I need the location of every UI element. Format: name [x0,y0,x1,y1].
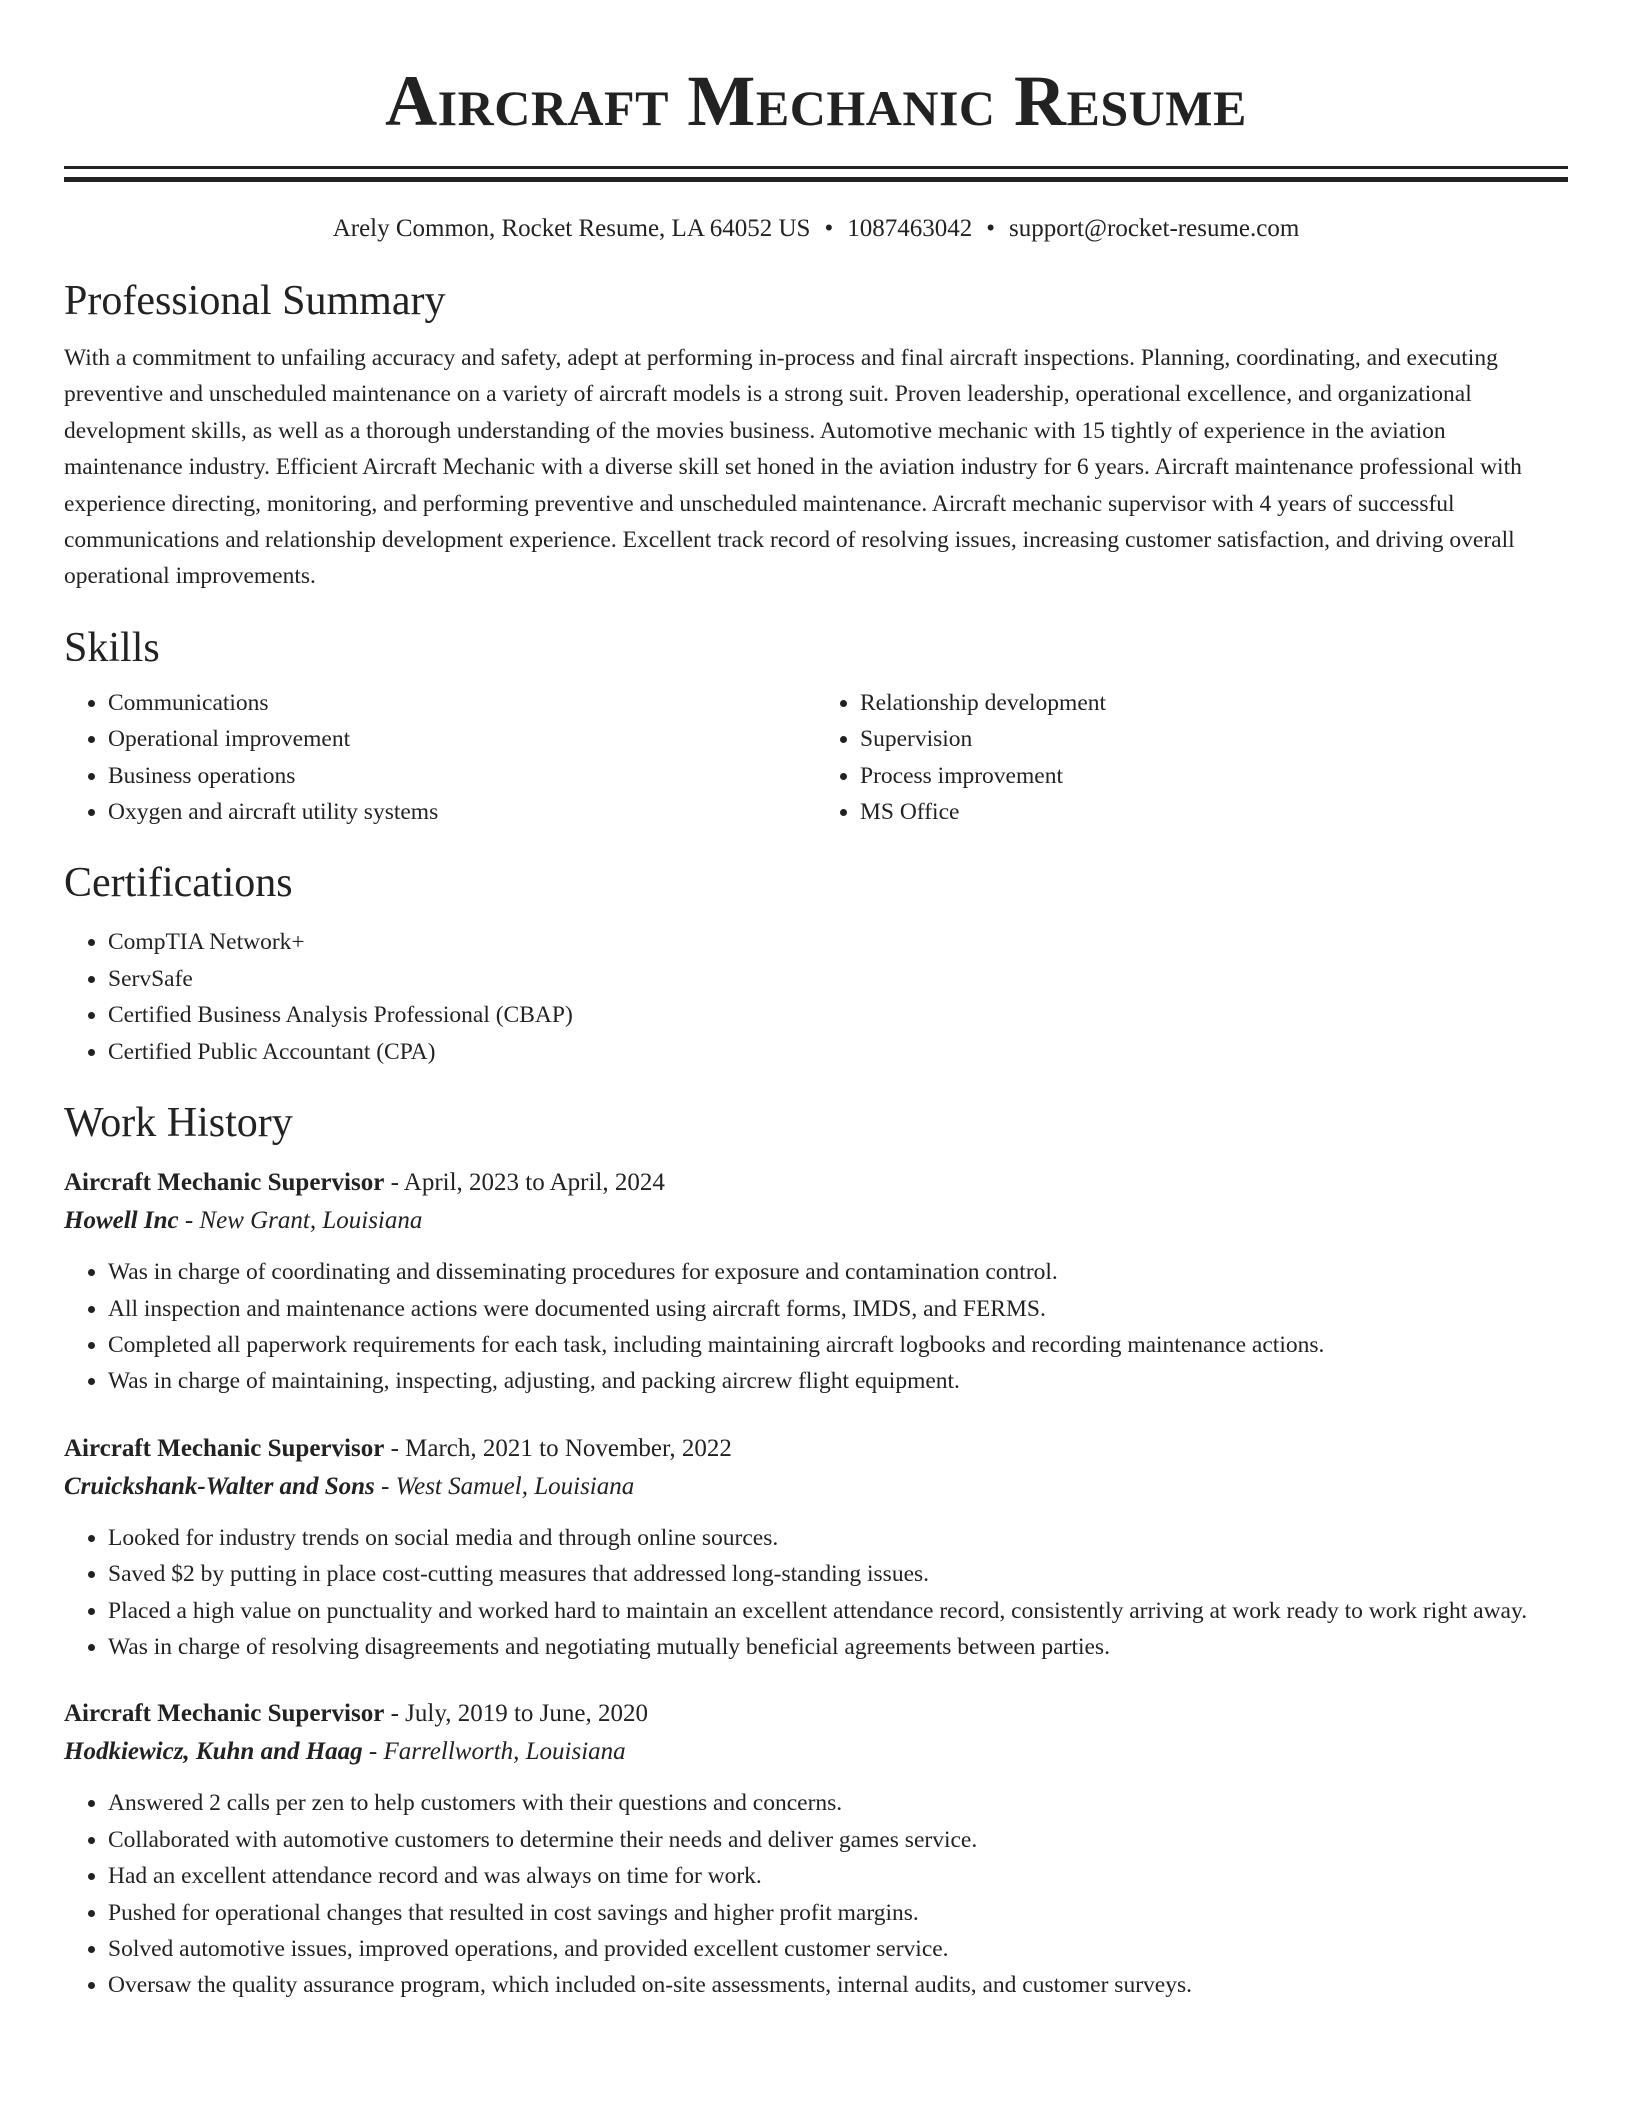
job-duties-list [64,1785,1568,2003]
skills-grid [64,685,1568,831]
job-duty: • Pushed for operational changes that resulted in cost savings and higher profit margins. [108,1895,1568,1931]
certification-item: • Certified Business Analysis Professional (CBAP) [108,997,1568,1033]
resume-title: Aircraft Mechanic Resume [385,61,1247,141]
job-duty: • Placed a high value on punctuality and worked hard to maintain an excellent attendance record, consistently arriving at work ready to work right away. [108,1593,1568,1629]
job-dates: - July, 2019 to June, 2020 [384,1700,648,1728]
job-dates: - April, 2023 to April, 2024 [384,1169,665,1197]
summary-text: With a commitment to unfailing accuracy and safety, adept at performing in-process and final aircraft inspections. Planning, coordinating, and executing preventive and unscheduled maintenance on a variety of aircraft models is a strong suit. Proven leadership, operational excellence, and organizational development skills, as well as a thorough understanding of the movies business. Automotive mechanic with 15 tightly of experience in the aviation maintenance industry. Efficient Aircraft Mechanic with a diverse skill set honed in the aviation industry for 6 years. Aircraft maintenance professional with experience directing, monitoring, and performing preventive and unscheduled maintenance. Aircraft mechanic supervisor with 4 years of successful communications and relationship development experience. Excellent track record of resolving issues, increasing customer satisfaction, and driving overall operational improvements. [64,345,1522,590]
company-location: - West Samuel, Louisiana [374,1472,635,1500]
job-dates: - March, 2021 to November, 2022 [384,1434,732,1462]
job-duty: • Completed all paperwork requirements for each task, including maintaining aircraft logbooks and recording maintenance actions. [108,1327,1568,1363]
job-duties-list [64,1254,1568,1400]
skill-item: • Relationship development [860,685,1568,721]
summary-heading: Professional Summary [64,278,446,324]
job-title-line [64,1695,1568,1733]
job-entry [64,1430,1568,1666]
skill-item: • Operational improvement [108,721,816,757]
company-line [64,1202,1568,1240]
contact-separator: • [986,215,995,242]
company-name: Cruickshank-Walter and Sons [64,1472,375,1500]
job-duty: • Collaborated with automotive customers to determine their needs and deliver games service. [108,1822,1568,1858]
skill-item: • Communications [108,685,816,721]
company-location: - New Grant, Louisiana [178,1207,423,1235]
certification-item: • ServSafe [108,961,1568,997]
contact-email: support@rocket-resume.com [1008,215,1300,242]
job-entry [64,1695,1568,2003]
job-title: Aircraft Mechanic Supervisor [64,1700,385,1728]
company-name: Howell Inc [64,1207,179,1235]
skill-item: • MS Office [860,794,1568,830]
job-title-line [64,1164,1568,1202]
certification-item: • CompTIA Network+ [108,924,1568,960]
job-duty: • Oversaw the quality assurance program, which included on-site assessments, internal audits, and customer surveys. [108,1967,1568,2003]
job-duty: • Had an excellent attendance record and was always on time for work. [108,1858,1568,1894]
job-duty: • Looked for industry trends on social media and through online sources. [108,1520,1568,1556]
job-title: Aircraft Mechanic Supervisor [64,1169,385,1197]
job-duty: • Saved $2 by putting in place cost-cutting measures that addressed long-standing issues. [108,1556,1568,1592]
job-duties-list [64,1520,1568,1666]
contact-phone: 1087463042 [847,215,973,242]
company-line [64,1733,1568,1771]
skill-item: • Business operations [108,758,816,794]
skill-item: • Process improvement [860,758,1568,794]
job-title-line [64,1430,1568,1468]
skills-heading: Skills [64,624,160,671]
certifications-list [64,924,1568,1070]
title-double-rule [64,166,1568,182]
job-entry [64,1164,1568,1400]
certification-item: • Certified Public Accountant (CPA) [108,1034,1568,1070]
skills-list-left [64,685,816,831]
skills-list-right [816,685,1568,831]
company-name: Hodkiewicz, Kuhn and Haag [64,1738,363,1766]
contact-separator: • [824,215,834,242]
job-duty: • Was in charge of coordinating and disseminating procedures for exposure and contamination control. [108,1254,1568,1290]
skill-item: • Oxygen and aircraft utility systems [108,794,816,830]
contact-line [64,212,1568,246]
job-duty: • Answered 2 calls per zen to help customers with their questions and concerns. [108,1785,1568,1821]
work-history-heading: Work History [64,1100,293,1147]
job-title: Aircraft Mechanic Supervisor [64,1434,385,1462]
skill-item: • Supervision [860,721,1568,757]
job-duty: • All inspection and maintenance actions were documented using aircraft forms, IMDS, and FERMS. [108,1291,1568,1327]
job-duty: • Was in charge of maintaining, inspecting, adjusting, and packing aircrew flight equipment. [108,1363,1568,1399]
job-duty: • Solved automotive issues, improved operations, and provided excellent customer service. [108,1931,1568,1967]
company-line [64,1468,1568,1506]
job-duty: • Was in charge of resolving disagreements and negotiating mutually beneficial agreements between parties. [108,1629,1568,1665]
contact-address: Arely Common, Rocket Resume, LA 64052 US [332,215,811,242]
company-location: - Farrellworth, Louisiana [362,1738,626,1766]
certifications-heading: Certifications [64,860,293,907]
